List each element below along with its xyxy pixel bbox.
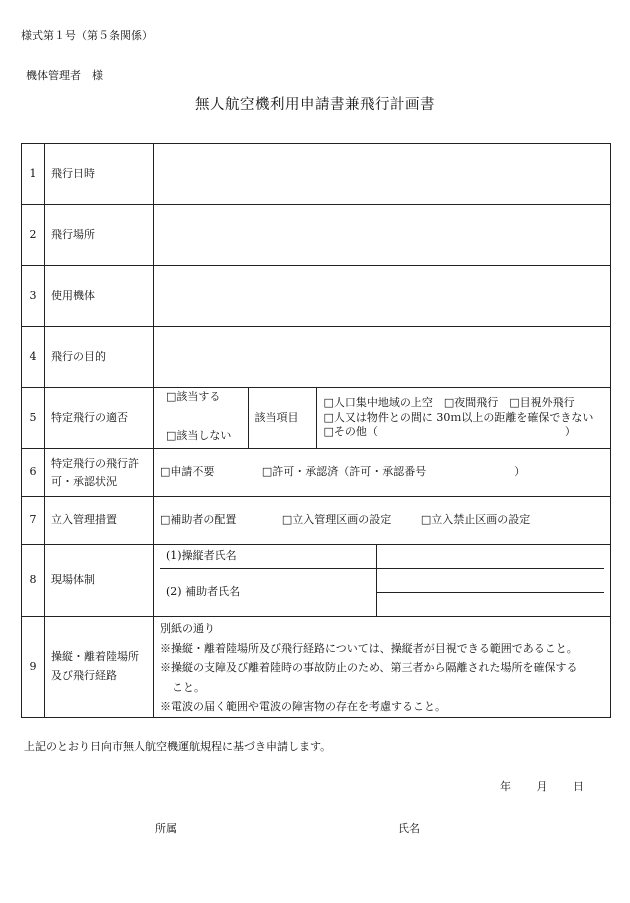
checkbox-applicable[interactable]: □該当する bbox=[166, 390, 221, 403]
row-label: 使用機体 bbox=[45, 266, 154, 327]
specific-items-other[interactable]: □その他（ ） bbox=[323, 425, 576, 439]
row-site-staffing bbox=[22, 545, 611, 617]
application-statement: 上記のとおり日向市無人航空機運航規程に基づき申請します。 bbox=[24, 740, 332, 753]
operator-name-label: (1)操縦者氏名 bbox=[166, 548, 237, 562]
affiliation-label: 所属 bbox=[155, 822, 177, 835]
row-number: 2 bbox=[22, 205, 45, 266]
row-aircraft bbox=[22, 266, 611, 327]
page-title: 無人航空機利用申請書兼飛行計画書 bbox=[195, 97, 435, 113]
specific-items-line1[interactable]: □人口集中地域の上空 □夜間飛行 □目視外飛行 bbox=[323, 395, 575, 409]
checkbox-no-entry-area[interactable]: □立入禁止区画の設定 bbox=[420, 513, 531, 527]
checkbox-no-application-needed[interactable]: □申請不要 bbox=[160, 465, 215, 479]
flight-location-field[interactable] bbox=[154, 205, 611, 266]
row-number: 3 bbox=[22, 266, 45, 327]
row-label: 特定飛行の適否 bbox=[45, 388, 154, 449]
row-label: 立入管理措置 bbox=[45, 497, 154, 545]
row-flight-purpose bbox=[22, 327, 611, 388]
operator-name-field[interactable] bbox=[376, 545, 604, 568]
row-label: 飛行日時 bbox=[45, 144, 154, 205]
row-number: 4 bbox=[22, 327, 45, 388]
row-label: 操縦・離着陸場所及び飛行経路 bbox=[45, 617, 154, 718]
row-flight-datetime bbox=[22, 144, 611, 205]
specific-flight-cell bbox=[154, 388, 611, 449]
row-number: 7 bbox=[22, 497, 45, 545]
specific-items-line2[interactable]: □人又は物件との間に 30ｍ以上の距離を確保できない bbox=[323, 410, 594, 424]
route-notes-cell bbox=[154, 617, 611, 718]
date-day[interactable]: 日 bbox=[573, 780, 584, 793]
route-note-line: ※電波の届く範囲や電波の障害物の存在を考慮すること。 bbox=[160, 700, 446, 714]
site-staffing-cell bbox=[154, 545, 611, 617]
row-label: 飛行の目的 bbox=[45, 327, 154, 388]
row-label: 特定飛行の飛行許可・承認状況 bbox=[45, 449, 154, 497]
date-line bbox=[500, 778, 584, 794]
applicant-name-label: 氏名 bbox=[398, 822, 420, 835]
access-control-cell bbox=[154, 497, 611, 545]
row-number: 9 bbox=[22, 617, 45, 718]
row-number: 1 bbox=[22, 144, 45, 205]
date-year[interactable]: 年 bbox=[500, 780, 511, 793]
addressee: 機体管理者 様 bbox=[26, 69, 103, 82]
row-label: 現場体制 bbox=[45, 545, 154, 617]
date-month[interactable]: 月 bbox=[536, 780, 548, 793]
row-access-control bbox=[22, 497, 611, 545]
row-takeoff-landing-route bbox=[22, 617, 611, 718]
flight-purpose-field[interactable] bbox=[154, 327, 611, 388]
route-note-line: ※操縦の支障及び離着陸時の事故防止のため、第三者から隔離された場所を確保する bbox=[160, 661, 578, 675]
row-number: 8 bbox=[22, 545, 45, 617]
row-flight-location bbox=[22, 205, 611, 266]
checkbox-not-applicable[interactable]: □該当しない bbox=[166, 429, 232, 443]
row-number: 5 bbox=[22, 388, 45, 449]
applicable-items-label: 該当項目 bbox=[248, 388, 316, 448]
row-specific-flight bbox=[22, 388, 611, 449]
assistant-name-field-2[interactable] bbox=[376, 592, 604, 616]
flight-datetime-field[interactable] bbox=[154, 144, 611, 205]
row-number: 6 bbox=[22, 449, 45, 497]
application-form-table bbox=[21, 143, 611, 718]
route-note-line: ※操縦・離着陸場所及び飛行経路については、操縦者が目視できる範囲であること。 bbox=[160, 641, 578, 655]
checkbox-access-control-area[interactable]: □立入管理区画の設定 bbox=[281, 513, 392, 527]
permission-status-cell bbox=[154, 449, 611, 497]
checkbox-assistant-placement[interactable]: □補助者の配置 bbox=[160, 513, 237, 527]
route-note-line: 別紙の通り bbox=[160, 622, 215, 635]
row-label: 飛行場所 bbox=[45, 205, 154, 266]
row-permission-status bbox=[22, 449, 611, 497]
assistant-name-field-1[interactable] bbox=[376, 568, 604, 592]
checkbox-permission-granted[interactable]: □許可・承認済（許可・承認番号 ） bbox=[261, 465, 526, 479]
assistant-name-label: (2) 補助者氏名 bbox=[160, 568, 376, 616]
route-note-line: こと。 bbox=[172, 680, 205, 694]
form-number-label: 様式第１号（第５条関係） bbox=[21, 29, 153, 42]
aircraft-field[interactable] bbox=[154, 266, 611, 327]
